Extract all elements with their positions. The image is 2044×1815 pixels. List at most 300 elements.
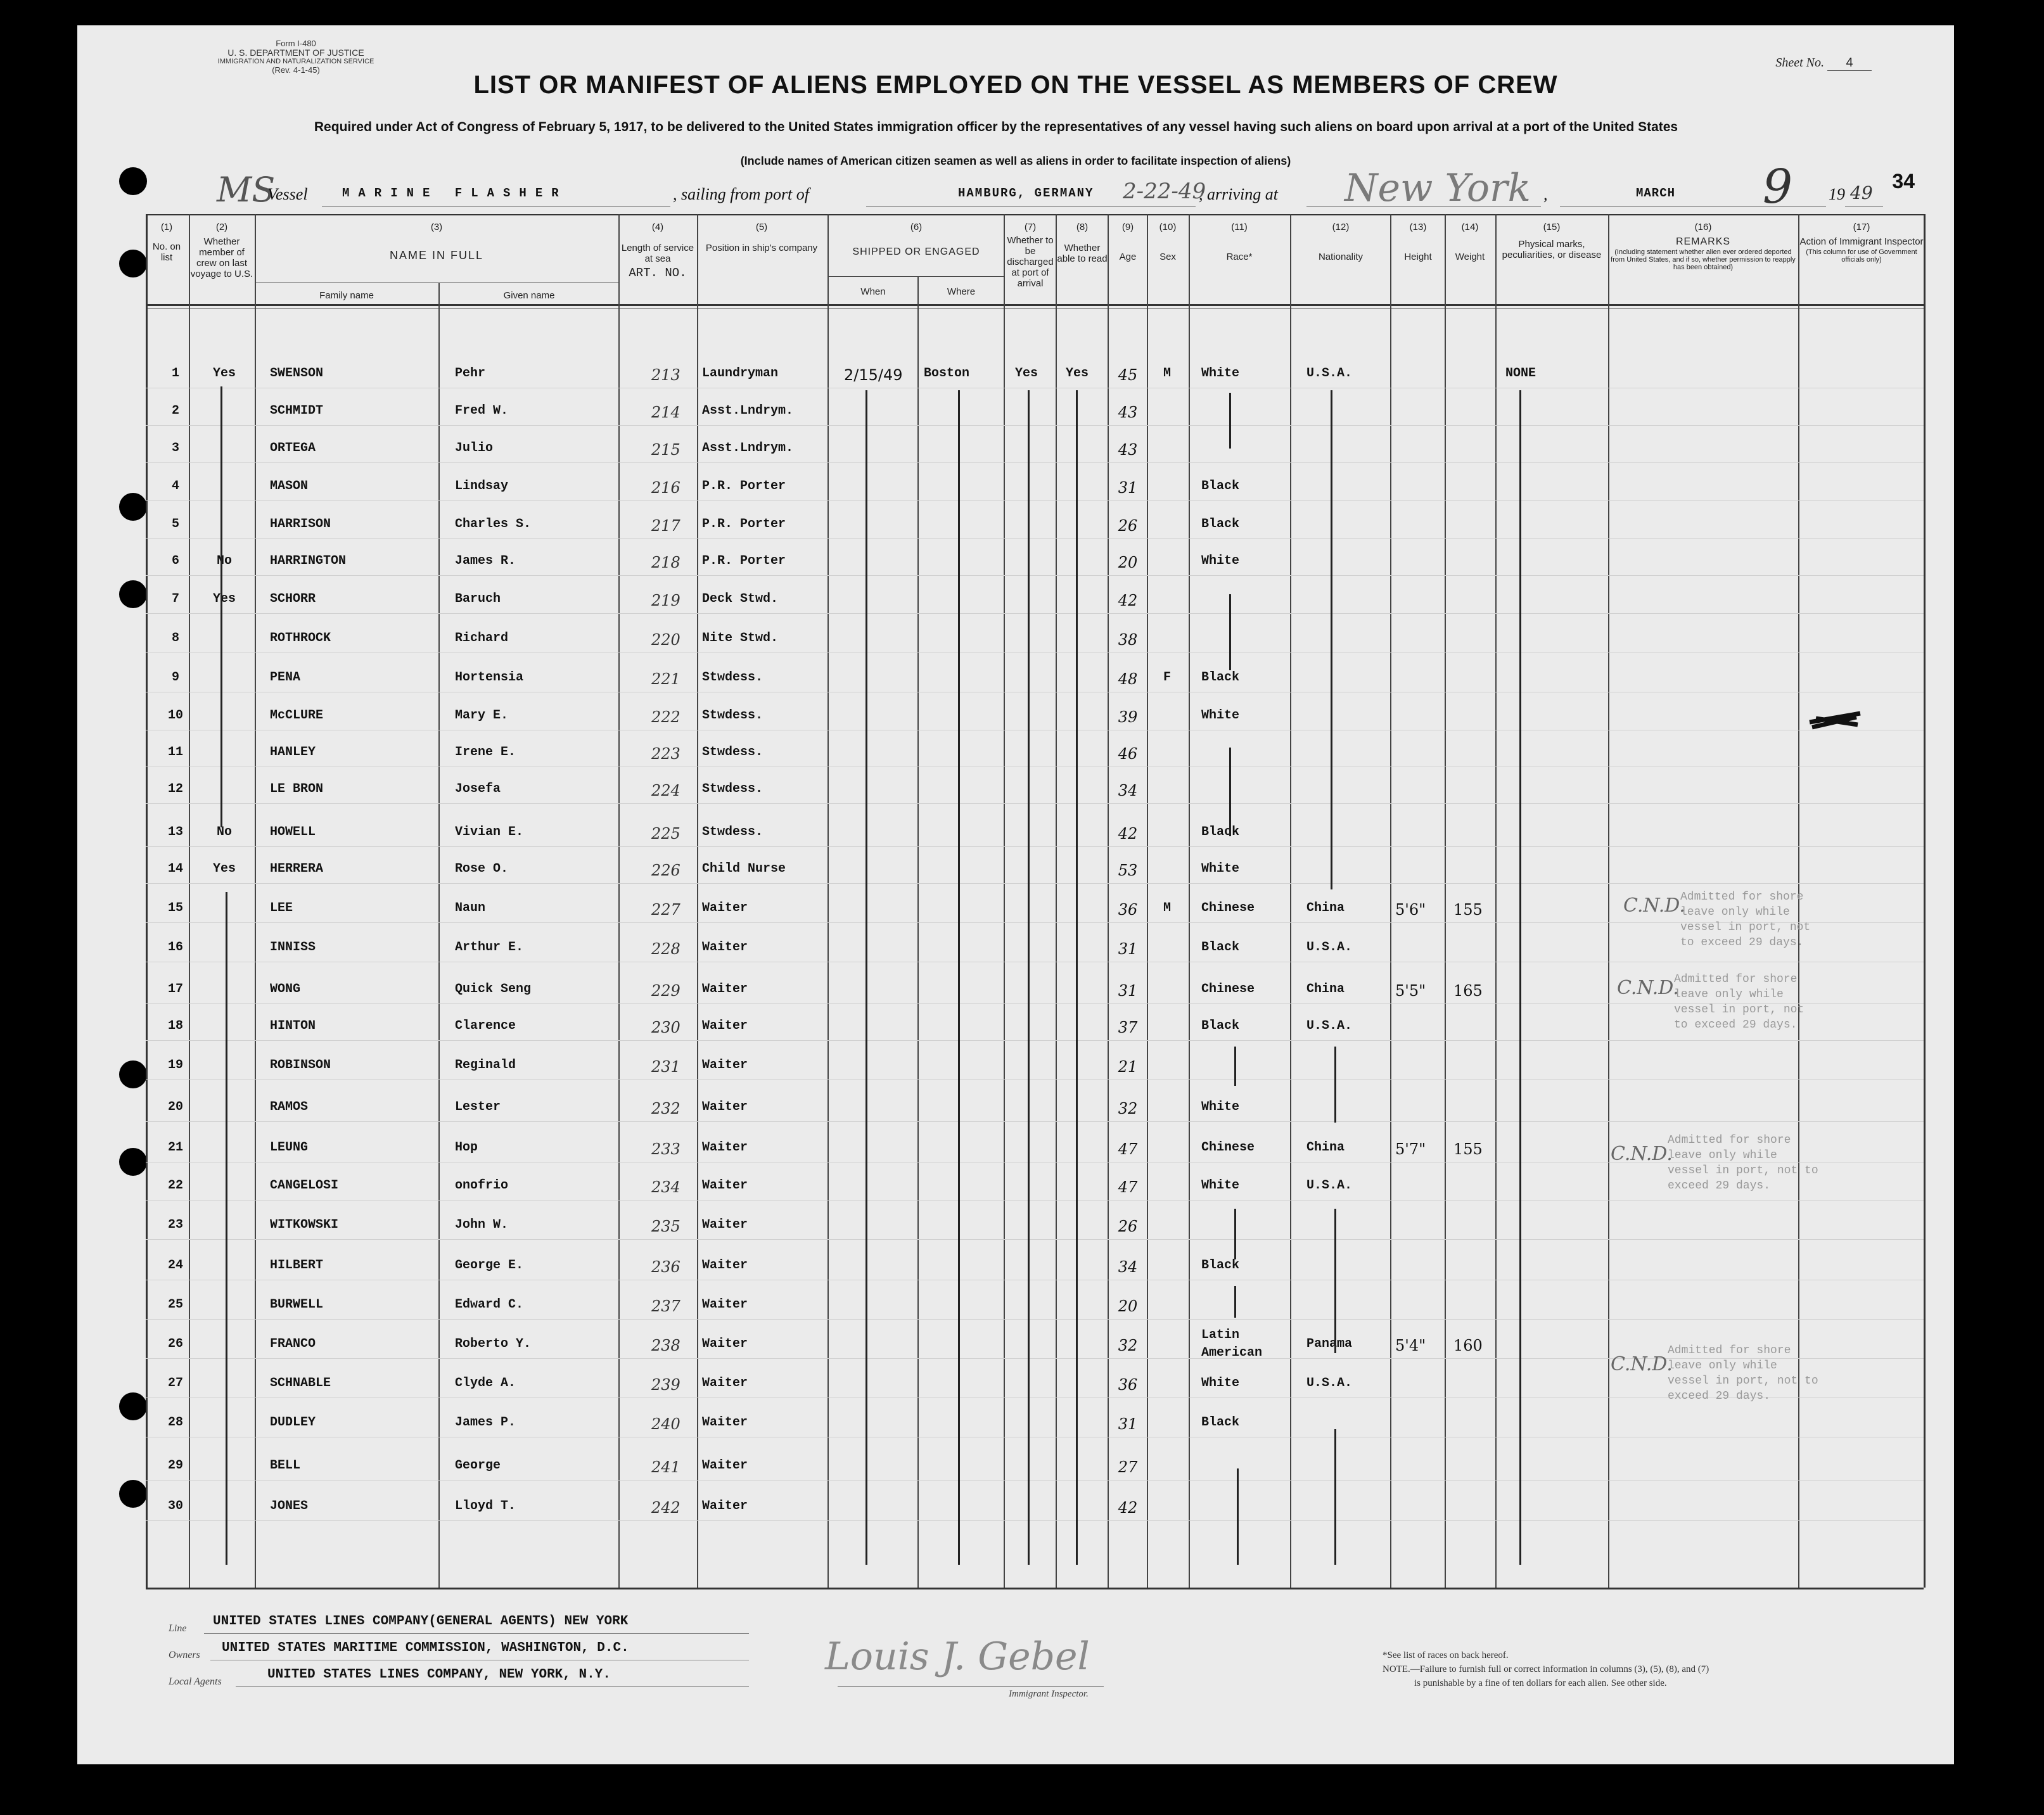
art-number: 221 (651, 670, 680, 688)
sex: M (1163, 366, 1172, 381)
family-name: HANLEY (270, 745, 316, 760)
art-number: 227 (651, 901, 680, 919)
art-number: 231 (651, 1058, 680, 1076)
col4-art-no: ART. NO. (629, 266, 687, 280)
art-number: 229 (651, 982, 680, 1000)
col6-number: (6) (910, 222, 923, 232)
punch-hole (119, 1148, 147, 1176)
family-name: BURWELL (270, 1297, 324, 1312)
ship-position: Asst.Lndrym. (702, 404, 794, 418)
year-prefix: 19 (1829, 185, 1845, 203)
sheet-number (1775, 56, 1872, 71)
col15-number: (15) (1543, 222, 1561, 232)
row-number: 26 (167, 1337, 184, 1351)
row-number: 8 (171, 631, 180, 646)
ship-position: Stwdess. (702, 745, 763, 760)
footer-note-fine: is punishable by a fine of ten dollars for each alien. See other side. (1414, 1678, 1667, 1688)
ship-position: Asst.Lndrym. (702, 441, 794, 455)
art-number: 242 (651, 1499, 680, 1517)
row-line (146, 500, 1924, 501)
col1-header: No. on list (152, 241, 181, 263)
row-number: 14 (167, 862, 184, 876)
row-number: 27 (167, 1376, 184, 1391)
nationality: China (1306, 901, 1345, 915)
column-line (1108, 214, 1109, 1588)
punch-hole (119, 1060, 147, 1088)
age: 47 (1118, 1140, 1138, 1158)
given-name: onofrio (455, 1178, 509, 1193)
col13-header: Height (1404, 252, 1432, 262)
art-number: 232 (651, 1100, 680, 1118)
handwritten-prefix: MS (217, 170, 276, 210)
discharged-at-arrival: Yes (1014, 366, 1038, 381)
nationality: U.S.A. (1306, 1178, 1353, 1193)
row-line (146, 846, 1924, 847)
col2-header: Whether member of crew on last voyage to U.S. (190, 236, 253, 279)
column-line (1056, 214, 1057, 1588)
given-name: Julio (455, 441, 494, 455)
col4-header: Length of service at sea (621, 243, 694, 264)
art-number: 235 (651, 1218, 680, 1235)
row-line (146, 1520, 1924, 1521)
art-number: 217 (651, 517, 680, 535)
column-line (438, 283, 440, 1588)
art-number: 239 (651, 1376, 680, 1394)
given-name: Clarence (455, 1019, 516, 1033)
weight: 155 (1453, 901, 1483, 919)
family-name: ROTHROCK (270, 631, 331, 646)
age: 47 (1118, 1178, 1138, 1196)
race: Black (1201, 479, 1240, 494)
row-number: 19 (167, 1058, 184, 1073)
row-number: 29 (167, 1458, 184, 1473)
row-number: 7 (171, 592, 180, 606)
ship-position: P.R. Porter (702, 554, 786, 568)
height: 5'4" (1395, 1337, 1426, 1354)
footer-note-races: *See list of races on back hereof. (1383, 1650, 1509, 1660)
family-name: SCHMIDT (270, 404, 324, 418)
col17-number: (17) (1853, 222, 1870, 232)
height: 5'7" (1395, 1140, 1426, 1158)
family-name: WITKOWSKI (270, 1218, 339, 1232)
weight: 165 (1453, 982, 1483, 1000)
family-name: MASON (270, 479, 309, 494)
art-number: 228 (651, 940, 680, 958)
footer-owners-value: UNITED STATES MARITIME COMMISSION, WASHINGTON, D.C. (222, 1641, 629, 1655)
page-subtitle-note: (Include names of American citizen seamen as well as aliens in order to facilitate inspection of aliens) (740, 155, 1291, 167)
col10-number: (10) (1159, 222, 1177, 232)
art-number: 222 (651, 708, 680, 726)
given-name: Rose O. (455, 862, 509, 876)
age: 43 (1118, 404, 1138, 421)
col6-when-header: When (860, 286, 886, 297)
previous-voyage: Yes (212, 592, 236, 606)
column-line (1608, 214, 1609, 1588)
race: White (1201, 554, 1240, 568)
physical-marks: NONE (1505, 366, 1536, 381)
family-name: HERRERA (270, 862, 324, 876)
col7-number: (7) (1024, 222, 1037, 232)
race: Black (1201, 1019, 1240, 1033)
family-name: BELL (270, 1458, 301, 1473)
row-line (146, 1480, 1924, 1481)
given-name: James P. (455, 1415, 516, 1430)
given-name: Pehr (455, 366, 486, 381)
weight: 155 (1453, 1140, 1483, 1158)
col16-header: REMARKS (1675, 236, 1731, 247)
row-number: 20 (167, 1100, 184, 1114)
inspector-signature: Louis J. Gebel (825, 1634, 1090, 1679)
row-line (146, 1239, 1924, 1240)
given-name: Hop (455, 1140, 478, 1155)
row-number: 17 (167, 982, 184, 997)
art-number: 220 (651, 631, 680, 649)
given-name: Quick Seng (455, 982, 532, 997)
col8-number: (8) (1076, 222, 1089, 232)
race: White (1201, 1178, 1240, 1193)
col12-number: (12) (1332, 222, 1350, 232)
punch-hole (119, 1480, 147, 1508)
race: Chinese (1201, 982, 1255, 997)
art-number: 238 (651, 1337, 680, 1354)
family-name: DUDLEY (270, 1415, 316, 1430)
family-name: INNISS (270, 940, 316, 955)
weight: 160 (1453, 1337, 1483, 1354)
given-name: Hortensia (455, 670, 524, 685)
page-title: LIST OR MANIFEST OF ALIENS EMPLOYED ON THE VESSEL AS MEMBERS OF CREW (473, 71, 1558, 99)
footer-note-failure: NOTE.—Failure to furnish full or correct information in columns (3), (5), (8), and (7) (1383, 1664, 1709, 1674)
page-subtitle: Required under Act of Congress of February 5, 1917, to be delivered to the United States immigration officer by the representatives of any vessel having such aliens on board upon arrival at a port of the United States (314, 120, 1678, 134)
race: Black (1201, 825, 1240, 839)
ship-position: P.R. Porter (702, 517, 786, 532)
remark-text: Admitted for shore leave only while vessel in port, not to exceed 29 days. (1668, 1344, 1818, 1403)
given-name: Irene E. (455, 745, 516, 760)
age: 38 (1118, 631, 1138, 649)
column-line (697, 214, 698, 1588)
col3-header: NAME IN FULL (389, 249, 484, 262)
race: Chinese (1201, 901, 1255, 915)
port-from: HAMBURG, GERMANY (958, 186, 1094, 200)
given-name: George E. (455, 1258, 524, 1273)
ship-position: P.R. Porter (702, 479, 786, 494)
column-line (1924, 214, 1926, 1588)
ship-position: Waiter (702, 1258, 748, 1273)
row-number: 24 (167, 1258, 184, 1273)
col13-number: (13) (1409, 222, 1427, 232)
ship-position: Deck Stwd. (702, 592, 779, 606)
age: 26 (1118, 517, 1138, 535)
ship-position: Waiter (702, 1376, 748, 1391)
age: 20 (1118, 554, 1138, 571)
given-name: Roberto Y. (455, 1337, 532, 1351)
race: Black (1201, 517, 1240, 532)
footer-agents-value: UNITED STATES LINES COMPANY, NEW YORK, N.Y. (267, 1667, 611, 1682)
row-line (146, 1003, 1924, 1004)
family-name: JONES (270, 1499, 309, 1513)
previous-voyage: No (216, 825, 233, 839)
ship-position: Child Nurse (702, 862, 786, 876)
col6-where-header: Where (947, 286, 976, 297)
row-line (146, 462, 1924, 463)
family-name: ORTEGA (270, 441, 316, 455)
column-line (1290, 214, 1291, 1588)
col12-header: Nationality (1318, 252, 1364, 262)
age: 34 (1118, 1258, 1138, 1276)
given-name: Fred W. (455, 404, 509, 418)
ship-position: Waiter (702, 1019, 748, 1033)
family-name: LEUNG (270, 1140, 309, 1155)
nationality: Panama (1306, 1337, 1353, 1351)
col11-number: (11) (1231, 222, 1248, 232)
family-name: PENA (270, 670, 301, 685)
column-line (189, 214, 190, 1588)
ship-position: Nite Stwd. (702, 631, 779, 646)
column-line (1004, 214, 1005, 1588)
ship-position: Waiter (702, 1499, 748, 1513)
ship-position: Waiter (702, 1178, 748, 1193)
given-name: Reginald (455, 1058, 516, 1073)
handwritten-date: 2-22-49 (1123, 179, 1206, 204)
race: Black (1201, 1258, 1240, 1273)
art-number: 213 (651, 366, 680, 384)
age: 31 (1118, 940, 1138, 958)
ship-position: Waiter (702, 1297, 748, 1312)
ship-position: Stwdess. (702, 782, 763, 796)
remark-stamp: C.N.D. (1611, 1353, 1673, 1375)
col9-number: (9) (1121, 222, 1134, 232)
family-name: WONG (270, 982, 301, 997)
col3-family-header: Family name (319, 290, 374, 301)
previous-voyage: Yes (212, 366, 236, 381)
family-name: CANGELOSI (270, 1178, 339, 1193)
row-number: 15 (167, 901, 184, 915)
row-number: 4 (171, 479, 180, 494)
col8-header: Whether able to read (1057, 243, 1108, 264)
sheet-number-label: Sheet No. (1775, 56, 1824, 70)
race: White (1201, 708, 1240, 723)
row-number: 22 (167, 1178, 184, 1193)
sex: M (1163, 901, 1172, 915)
remark-text: Admitted for shore leave only while vessel in port, not to exceed 29 days. (1674, 973, 1804, 1031)
race: White (1201, 1100, 1240, 1114)
ship-position: Stwdess. (702, 825, 763, 839)
art-number: 241 (651, 1458, 680, 1476)
column-line (1147, 214, 1148, 1588)
arrival-day: 9 (1763, 160, 1793, 214)
previous-voyage: No (216, 554, 233, 568)
col16-note: (Including statement whether alien ever ordered deported from United States, and if so, whether permission to reapply has been obtained) (1611, 248, 1796, 271)
age: 53 (1118, 862, 1138, 879)
column-line (146, 214, 148, 1588)
able-to-read: Yes (1065, 366, 1089, 381)
row-number: 11 (167, 745, 184, 760)
age: 43 (1118, 441, 1138, 459)
race: Black (1201, 670, 1240, 685)
art-number: 240 (651, 1415, 680, 1433)
age: 37 (1118, 1019, 1138, 1036)
column-line (618, 214, 620, 1588)
given-name: Lester (455, 1100, 501, 1114)
inspector-scribble-icon (1807, 703, 1864, 735)
age: 27 (1118, 1458, 1138, 1476)
row-number: 3 (171, 441, 180, 455)
ship-position: Waiter (702, 1140, 748, 1155)
height: 5'5" (1395, 982, 1426, 1000)
remark-stamp: C.N.D. (1617, 977, 1679, 999)
family-name: HINTON (270, 1019, 316, 1033)
row-line (146, 1121, 1924, 1122)
art-number: 216 (651, 479, 680, 497)
punch-hole (119, 493, 147, 521)
family-name: FRANCO (270, 1337, 316, 1351)
row-number: 21 (167, 1140, 184, 1155)
vessel-line: MS Vessel MARINE FLASHER , sailing from port of HAMBURG, GERMANY 2-22-49 , arriving at New York , MARCH 9 19 49 (267, 185, 1915, 210)
punch-hole (119, 167, 147, 195)
art-number: 234 (651, 1178, 680, 1196)
art-number: 224 (651, 782, 680, 799)
ship-position: Waiter (702, 1458, 748, 1473)
row-number: 12 (167, 782, 184, 796)
port-to: New York (1345, 166, 1531, 210)
department-name: U. S. DEPARTMENT OF JUSTICE (227, 48, 364, 58)
row-line (146, 1079, 1924, 1080)
column-line (917, 276, 919, 1588)
given-name: Vivian E. (455, 825, 524, 839)
family-name: LE BRON (270, 782, 324, 796)
nationality: U.S.A. (1306, 940, 1353, 955)
row-number: 25 (167, 1297, 184, 1312)
age: 26 (1118, 1218, 1138, 1235)
ship-position: Stwdess. (702, 670, 763, 685)
col4-number: (4) (651, 222, 664, 232)
col14-number: (14) (1461, 222, 1479, 232)
age: 32 (1118, 1337, 1138, 1354)
family-name: SCHORR (270, 592, 316, 606)
column-line (827, 214, 829, 1588)
engaged-where: Boston (924, 366, 970, 381)
family-name: ROBINSON (270, 1058, 331, 1073)
family-name: McCLURE (270, 708, 324, 723)
art-number: 233 (651, 1140, 680, 1158)
given-name: James R. (455, 554, 516, 568)
row-line (146, 613, 1924, 614)
col10-header: Sex (1159, 252, 1176, 262)
row-number: 16 (167, 940, 184, 955)
row-number: 10 (167, 708, 184, 723)
col16-number: (16) (1694, 222, 1712, 232)
age: 31 (1118, 479, 1138, 497)
given-name: Arthur E. (455, 940, 524, 955)
row-line (146, 575, 1924, 576)
age: 39 (1118, 708, 1138, 726)
age: 20 (1118, 1297, 1138, 1315)
year-suffix: 49 (1850, 182, 1873, 203)
ship-position: Waiter (702, 1100, 748, 1114)
footer-owners-label: Owners (169, 1650, 200, 1660)
race: Latin American (1201, 1328, 1263, 1360)
inspector-label: Immigrant Inspector. (1009, 1689, 1089, 1699)
punch-hole (119, 1392, 147, 1420)
engaged-when: 2/15/49 (844, 366, 903, 384)
nationality: U.S.A. (1306, 1376, 1353, 1391)
row-line (146, 425, 1924, 426)
remark-stamp: C.N.D. (1623, 895, 1685, 917)
previous-voyage: Yes (212, 862, 236, 876)
column-line (1189, 214, 1190, 1588)
nationality: U.S.A. (1306, 1019, 1353, 1033)
col11-header: Race* (1226, 252, 1253, 262)
col6-header: SHIPPED OR ENGAGED (852, 246, 980, 257)
art-number: 223 (651, 745, 680, 763)
age: 34 (1118, 782, 1138, 799)
given-name: John W. (455, 1218, 509, 1232)
service-name: IMMIGRATION AND NATURALIZATION SERVICE (217, 58, 374, 65)
punch-hole (119, 250, 147, 277)
row-line (146, 538, 1924, 539)
race: Black (1201, 1415, 1240, 1430)
family-name: SCHNABLE (270, 1376, 331, 1391)
row-line (146, 803, 1924, 804)
art-number: 214 (651, 404, 680, 421)
col2-number: (2) (215, 222, 228, 232)
sheet-number-value: 4 (1827, 56, 1872, 71)
ship-position: Waiter (702, 1058, 748, 1073)
given-name: Baruch (455, 592, 501, 606)
race: White (1201, 366, 1240, 381)
age: 46 (1118, 745, 1138, 763)
row-line (146, 883, 1924, 884)
vessel-label: Vessel (267, 185, 308, 203)
col14-header: Weight (1455, 252, 1485, 262)
row-line (146, 1319, 1924, 1320)
art-number: 219 (651, 592, 680, 609)
sex: F (1163, 670, 1172, 685)
col17-note: (This column for use of Government officials only) (1806, 248, 1917, 264)
given-name: Mary E. (455, 708, 509, 723)
arrival-month: MARCH (1636, 186, 1676, 200)
given-name: Josefa (455, 782, 501, 796)
age: 45 (1118, 366, 1138, 384)
race: Chinese (1201, 1140, 1255, 1155)
col7-header: Whether to be discharged at port of arrival (1007, 235, 1054, 289)
art-number: 230 (651, 1019, 680, 1036)
art-number: 225 (651, 825, 680, 843)
age: 36 (1118, 901, 1138, 919)
age: 48 (1118, 670, 1138, 688)
family-name: HOWELL (270, 825, 316, 839)
footer-agents-label: Local Agents (169, 1676, 222, 1687)
row-line (146, 922, 1924, 923)
ship-position: Waiter (702, 1337, 748, 1351)
age: 42 (1118, 592, 1138, 609)
col9-header: Age (1119, 252, 1137, 262)
art-number: 218 (651, 554, 680, 571)
age: 31 (1118, 982, 1138, 1000)
row-number: 18 (167, 1019, 184, 1033)
given-name: Lindsay (455, 479, 509, 494)
column-line (1390, 214, 1391, 1588)
given-name: Charles S. (455, 517, 532, 532)
art-number: 215 (651, 441, 680, 459)
row-number: 6 (171, 554, 180, 568)
row-number: 9 (171, 670, 180, 685)
row-number: 1 (171, 366, 180, 381)
family-name: SWENSON (270, 366, 324, 381)
race: Black (1201, 940, 1240, 955)
nationality: China (1306, 1140, 1345, 1155)
age: 21 (1118, 1058, 1138, 1076)
family-name: HARRISON (270, 517, 331, 532)
